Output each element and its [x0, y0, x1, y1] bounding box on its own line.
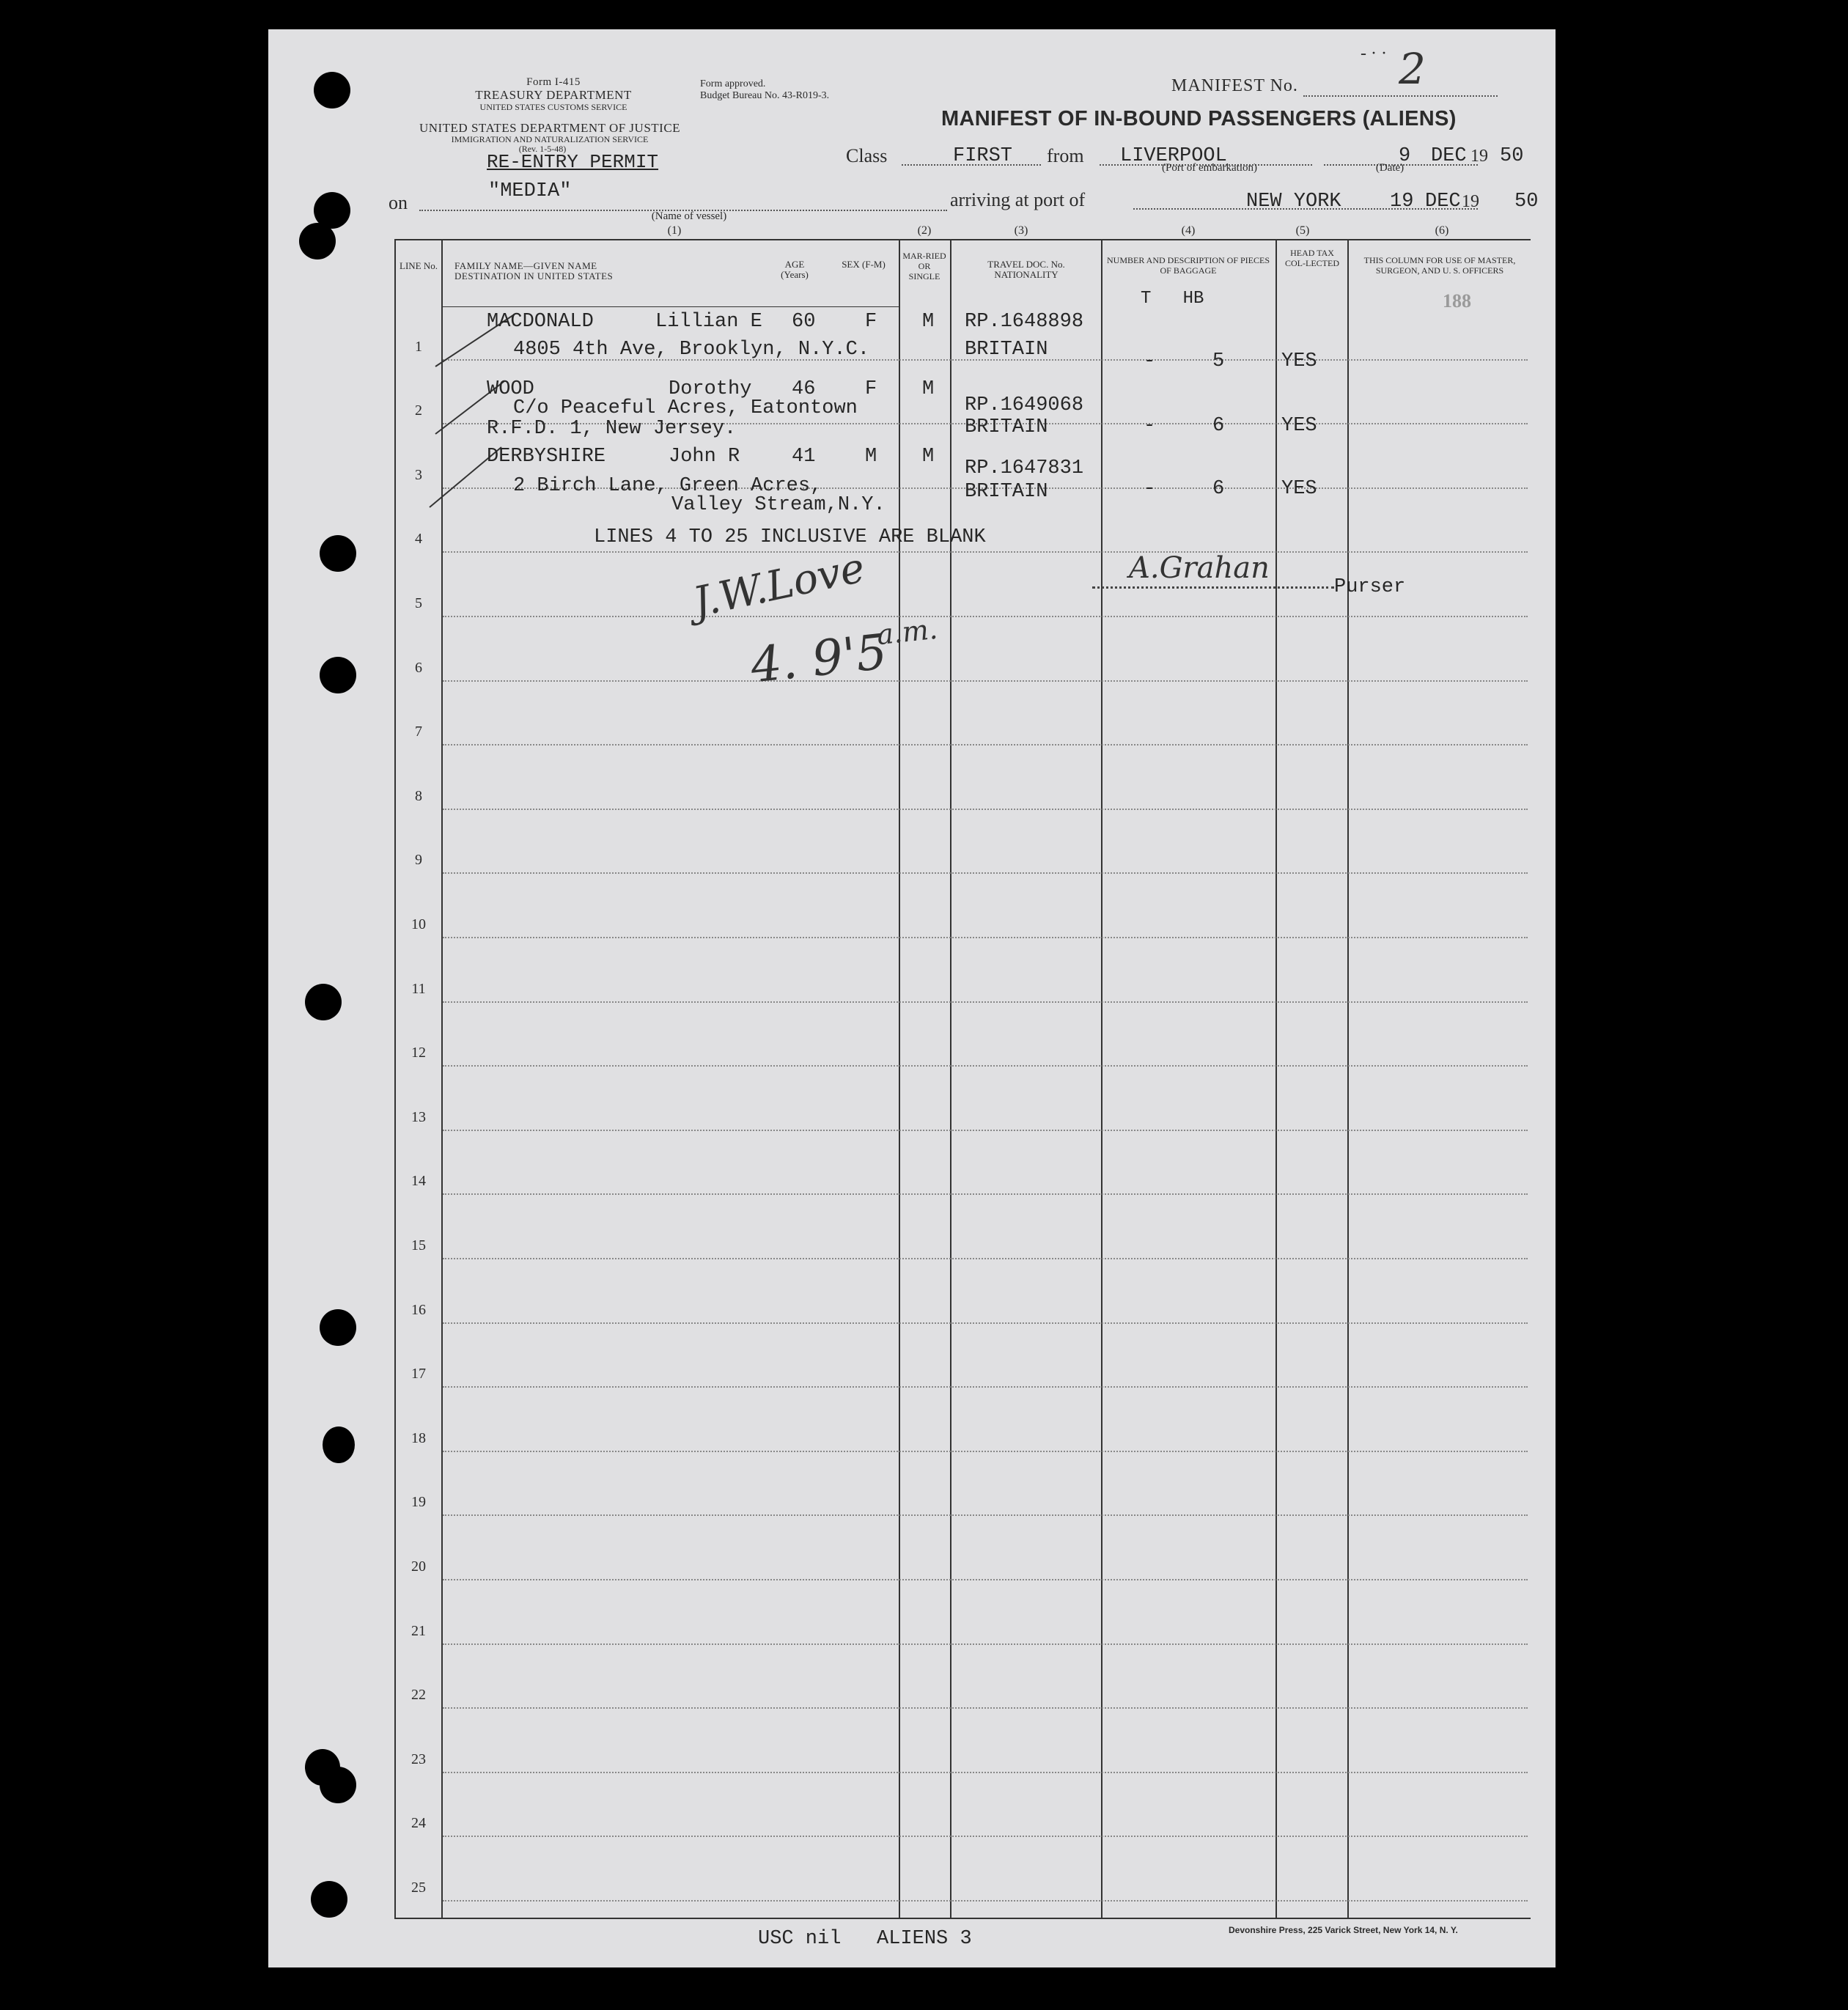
handwritten-am: a.m. [875, 612, 939, 652]
line-number: 15 [411, 1237, 426, 1254]
binder-hole [323, 1426, 355, 1463]
row-rule [443, 1130, 1528, 1131]
p3-address-2: Valley Stream,N.Y. [671, 494, 886, 516]
col-divider [1347, 239, 1349, 1919]
row-rule [443, 680, 1528, 682]
hdr-travel-doc: TRAVEL DOC. No. NATIONALITY [987, 259, 1065, 280]
binder-hole [320, 1309, 356, 1346]
p1-family: MACDONALD [487, 311, 594, 333]
col-num-3: (3) [1014, 224, 1028, 237]
line-number: 1 [415, 339, 422, 355]
class-label: Class [846, 145, 888, 166]
row-rule [443, 616, 1528, 617]
row-rule [443, 872, 1528, 874]
col-divider [950, 239, 951, 1919]
table-left-rule [394, 239, 396, 1919]
p2-marital: M [922, 378, 935, 400]
vessel-caption: (Name of vessel) [651, 210, 727, 222]
line-number: 23 [411, 1751, 426, 1767]
p1-marital: M [922, 311, 935, 333]
line-number: 2 [415, 402, 422, 419]
hdr-sex: SEX (F-M) [842, 259, 886, 270]
line-number: 18 [411, 1430, 426, 1446]
p1-handbags: 5 [1212, 350, 1225, 372]
class-value: FIRST [953, 145, 1013, 167]
row-rule [443, 1065, 1528, 1067]
from-label: from [1047, 145, 1084, 166]
row-rule [443, 1643, 1528, 1645]
row-rule [443, 809, 1528, 810]
p2-address-1: C/o Peaceful Acres, Eatontown [513, 397, 858, 419]
p3-address-1: 2 Birch Lane, Green Acres, [513, 475, 822, 497]
hdr-baggage: NUMBER AND DESCRIPTION OF PIECES OF BAGGAGE [1106, 255, 1270, 276]
binder-hole [320, 1767, 356, 1803]
line-number: 14 [411, 1173, 426, 1189]
hdr-destination: DESTINATION IN UNITED STATES [454, 270, 614, 281]
p3-nationality: BRITAIN [965, 481, 1048, 503]
manifest-no-line [1303, 95, 1498, 97]
arrival-port: NEW YORK [1246, 191, 1341, 213]
col-num-4: (4) [1181, 224, 1196, 237]
line-number: 19 [411, 1494, 426, 1510]
row-rule [443, 1514, 1528, 1516]
line-number: 7 [415, 724, 422, 740]
p2-address-2: R.F.D. 1, New Jersey. [487, 418, 737, 440]
line-number: 22 [411, 1687, 426, 1703]
p1-nationality: BRITAIN [965, 339, 1048, 361]
row-rule [443, 1322, 1528, 1324]
binder-hole [311, 1881, 347, 1918]
row-rule [443, 1001, 1528, 1003]
row-rule [443, 1193, 1528, 1195]
p3-marital: M [922, 446, 935, 468]
col-divider [1275, 239, 1277, 1919]
table-bottom-rule [394, 1918, 1531, 1919]
purser-label: Purser [1334, 576, 1406, 598]
header-rule [441, 306, 899, 307]
arrival-year-prefix: 19 [1462, 192, 1479, 211]
manifest-number: 2 [1399, 44, 1426, 94]
p3-age: 41 [792, 446, 816, 468]
row-rule [443, 937, 1528, 938]
form-number: Form I-415 [526, 76, 581, 88]
p2-family: WOOD [487, 378, 534, 400]
binder-hole [320, 535, 356, 572]
p1-address: 4805 4th Ave, Brooklyn, N.Y.C. [513, 339, 870, 361]
p3-given: John R [669, 446, 740, 468]
line-number: 16 [411, 1302, 426, 1318]
p1-sex: F [865, 311, 877, 333]
date-month: DEC [1431, 145, 1467, 167]
embark-caption: (Port of embarkation) [1162, 162, 1257, 174]
line-number: 20 [411, 1558, 426, 1575]
binder-hole [320, 657, 356, 693]
binder-hole [314, 72, 350, 108]
row-rule [443, 1900, 1528, 1902]
vessel-name: "MEDIA" [488, 180, 572, 202]
hdr-line-no: LINE No. [400, 260, 438, 271]
arrival-year: 50 [1514, 191, 1539, 213]
p2-age: 46 [792, 378, 816, 400]
form-revision: (Rev. 1-5-48) [518, 144, 567, 154]
ins: IMMIGRATION AND NATURALIZATION SERVICE [451, 134, 649, 144]
handwritten-time: 4. 9'5 [748, 623, 890, 694]
p3-handbags: 6 [1212, 478, 1225, 500]
date-caption: (Date) [1375, 162, 1405, 174]
row-rule [443, 1258, 1528, 1259]
p2-handbags: 6 [1212, 415, 1225, 437]
baggage-subheader: T HB [1141, 289, 1204, 309]
p1-given: Lillian E [655, 311, 762, 333]
row-rule [443, 1707, 1528, 1709]
manifest-mark: - · · [1361, 44, 1387, 63]
arrival-day: 19 [1390, 191, 1414, 213]
p1-trunks: - [1144, 350, 1156, 372]
line-number: 6 [415, 660, 422, 676]
binder-hole [299, 223, 336, 259]
on-label: on [389, 192, 408, 213]
p1-age: 60 [792, 311, 816, 333]
col-num-5: (5) [1295, 224, 1310, 237]
p1-head-tax: YES [1281, 350, 1317, 372]
arriving-label: arriving at port of [950, 189, 1086, 210]
line-number: 17 [411, 1366, 426, 1382]
p2-doc: RP.1649068 [965, 394, 1084, 416]
hdr-age: AGE (Years) [781, 259, 809, 280]
table-top-rule [394, 239, 1531, 240]
hdr-married: MAR-RIED OR SINGLE [902, 251, 946, 281]
line-number: 25 [411, 1880, 426, 1896]
line-number: 21 [411, 1623, 426, 1639]
date-day: 9 [1399, 145, 1411, 167]
form-approved: Form approved. [700, 78, 766, 89]
row-rule [443, 1386, 1528, 1388]
hdr-head-tax: HEAD TAX COL-LECTED [1285, 248, 1339, 268]
row-rule [443, 744, 1528, 746]
treasury-dept: TREASURY DEPARTMENT [475, 88, 632, 102]
row-rule [443, 1579, 1528, 1580]
line-number: 13 [411, 1109, 426, 1125]
p2-given: Dorothy [669, 378, 752, 400]
line-number: 11 [411, 981, 426, 997]
usc-note: USC nil ALIENS 3 [758, 1928, 972, 1950]
manifest-title: MANIFEST OF IN-BOUND PASSENGERS (ALIENS) [941, 107, 1457, 130]
p2-trunks: - [1144, 415, 1156, 437]
line-number: 5 [415, 595, 422, 611]
col-num-2: (2) [917, 224, 932, 237]
port-of-embarkation: LIVERPOOL [1120, 145, 1227, 167]
arrival-month: DEC [1425, 191, 1461, 213]
re-entry-permit: RE-ENTRY PERMIT [487, 151, 659, 173]
col-divider [899, 239, 900, 1919]
p3-trunks: - [1144, 478, 1156, 500]
date-year: 50 [1500, 145, 1524, 167]
p3-head-tax: YES [1281, 478, 1317, 500]
manifest-label: MANIFEST No. [1171, 76, 1298, 95]
row-rule [443, 1772, 1528, 1773]
line-number: 3 [415, 467, 422, 483]
col-num-6: (6) [1435, 224, 1449, 237]
customs-service: UNITED STATES CUSTOMS SERVICE [479, 102, 627, 112]
line-number: 9 [415, 852, 422, 868]
printer-credit: Devonshire Press, 225 Varick Street, New York 14, N. Y. [1229, 1925, 1458, 1935]
line-number: 4 [415, 531, 422, 547]
col-num-1: (1) [667, 224, 682, 237]
row-rule [443, 1836, 1528, 1837]
p3-family: DERBYSHIRE [487, 446, 606, 468]
handwritten-initials: J.W.Love [688, 544, 869, 627]
hdr-name: FAMILY NAME—GIVEN NAME [454, 260, 597, 271]
purser-signature: A.Grahan [1129, 551, 1270, 585]
binder-hole [305, 984, 342, 1020]
p2-sex: F [865, 378, 877, 400]
purser-line [1092, 586, 1334, 589]
officer-stamp: 188 [1443, 290, 1471, 312]
line-number: 24 [411, 1815, 426, 1831]
hdr-officers: THIS COLUMN FOR USE OF MASTER, SURGEON, AND U. S. OFFICERS [1363, 255, 1516, 276]
row-rule [443, 1451, 1528, 1452]
budget-bureau: Budget Bureau No. 43-R019-3. [700, 90, 830, 101]
p2-head-tax: YES [1281, 415, 1317, 437]
p3-sex: M [865, 446, 877, 468]
line-number: 12 [411, 1045, 426, 1061]
col-divider [1101, 239, 1102, 1919]
date-year-prefix: 19 [1470, 147, 1488, 166]
row-rule [443, 551, 1528, 553]
p1-doc: RP.1648898 [965, 311, 1084, 333]
line-number: 10 [411, 916, 426, 932]
justice-dept: UNITED STATES DEPARTMENT OF JUSTICE [419, 121, 681, 135]
blank-lines-note: LINES 4 TO 25 INCLUSIVE ARE BLANK [594, 526, 986, 548]
p3-doc: RP.1647831 [965, 457, 1084, 479]
p2-nationality: BRITAIN [965, 416, 1048, 438]
line-number: 8 [415, 788, 422, 804]
